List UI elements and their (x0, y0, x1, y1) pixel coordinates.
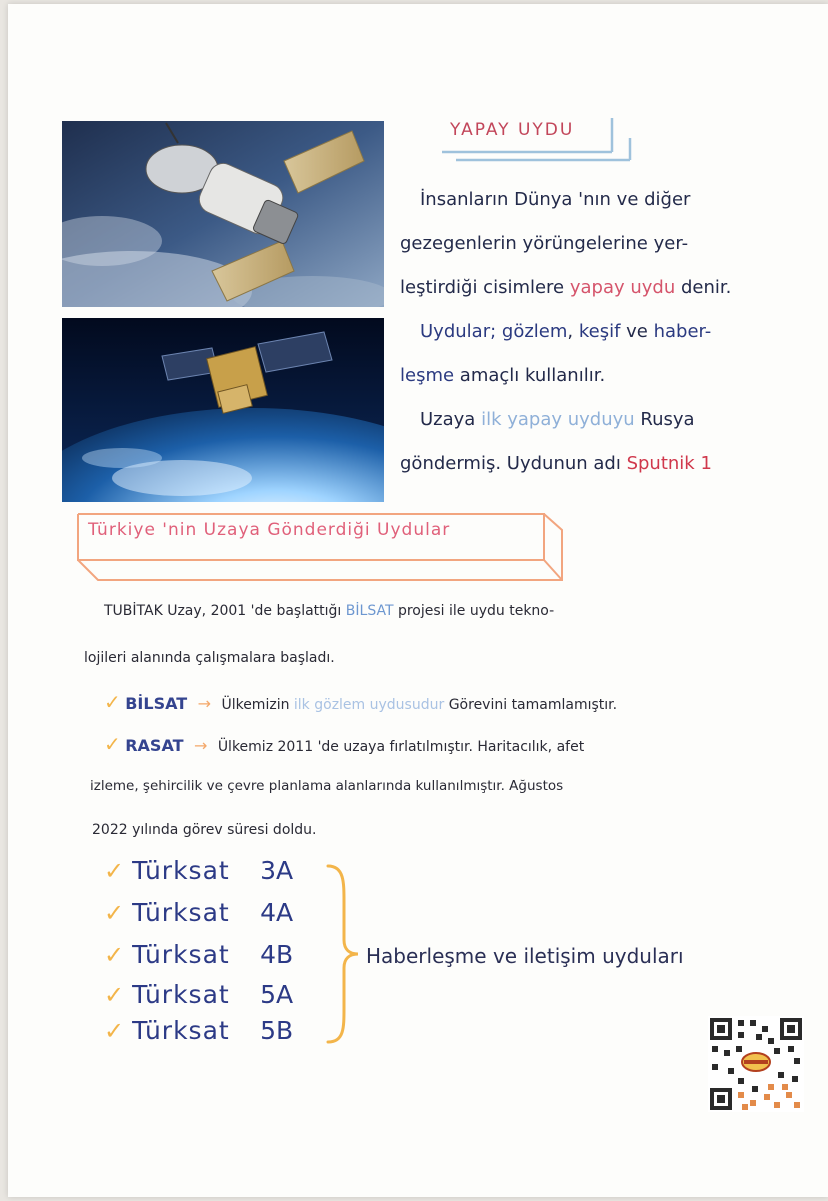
rasat-item: ✓ RASAT → Ülkemiz 2011 'de uzaya fırlatılmıştır. Haritacılık, afet (104, 732, 585, 756)
qr-code[interactable] (708, 1016, 804, 1112)
paragraph-line-1: TUBİTAK Uzay, 2001 'de başlattığı BİLSAT projesi ile uydu tekno- (104, 603, 555, 619)
intro-line-4: Uydular; gözlem, keşif ve haber- (420, 321, 712, 342)
checkmark-icon: ✓ (104, 941, 125, 969)
checkmark-icon: ✓ (104, 899, 125, 927)
satellite-item: ✓ Türksat 5B (104, 1016, 294, 1045)
intro-line-1: İnsanların Dünya 'nın ve diğer (420, 189, 691, 210)
rasat-line-2: izleme, şehircilik ve çevre planlama alanlarında kullanılmıştır. Ağustos (90, 778, 564, 794)
satellite-item: ✓ Türksat 4A (104, 898, 294, 927)
intro-line-2: gezegenlerin yörüngelerine yer- (400, 233, 689, 254)
spacecraft-photo (62, 121, 384, 307)
checkmark-icon: ✓ (104, 981, 125, 1009)
intro-line-7: göndermiş. Uydunun adı Sputnik 1 (400, 453, 712, 474)
right-arrow-icon: → (193, 736, 208, 755)
checkmark-icon: ✓ (104, 857, 125, 885)
satellite-photo (62, 318, 384, 502)
title-box (436, 112, 634, 166)
section-title: Türkiye 'nin Uzaya Gönderdiği Uydular (88, 520, 451, 540)
bilsat-label: BİLSAT (125, 694, 188, 713)
satellite-item: ✓ Türksat 3A (104, 856, 294, 885)
paragraph-line-2: lojileri alanında çalışmalara başladı. (84, 650, 335, 666)
curly-brace-icon (322, 862, 362, 1050)
page-title: YAPAY UYDU (450, 120, 575, 140)
satellites-note: Haberleşme ve iletişim uyduları (366, 944, 684, 968)
checkmark-icon: ✓ (104, 690, 121, 714)
right-arrow-icon: → (197, 694, 211, 713)
intro-line-5: leşme amaçlı kullanılır. (400, 365, 606, 386)
bilsat-item: ✓ BİLSAT → Ülkemizin ilk gözlem uydusudur Görevini tamamlamıştır. (104, 690, 618, 714)
intro-line-6: Uzaya ilk yapay uyduyu Rusya (420, 409, 695, 430)
satellite-item: ✓ Türksat 4B (104, 940, 294, 969)
intro-line-3: leştirdiği cisimlere yapay uydu denir. (400, 277, 732, 298)
checkmark-icon: ✓ (104, 732, 121, 756)
satellite-item: ✓ Türksat 5A (104, 980, 294, 1009)
rasat-line-3: 2022 yılında görev süresi doldu. (92, 822, 317, 838)
checkmark-icon: ✓ (104, 1017, 125, 1045)
rasat-label: RASAT (125, 736, 184, 755)
